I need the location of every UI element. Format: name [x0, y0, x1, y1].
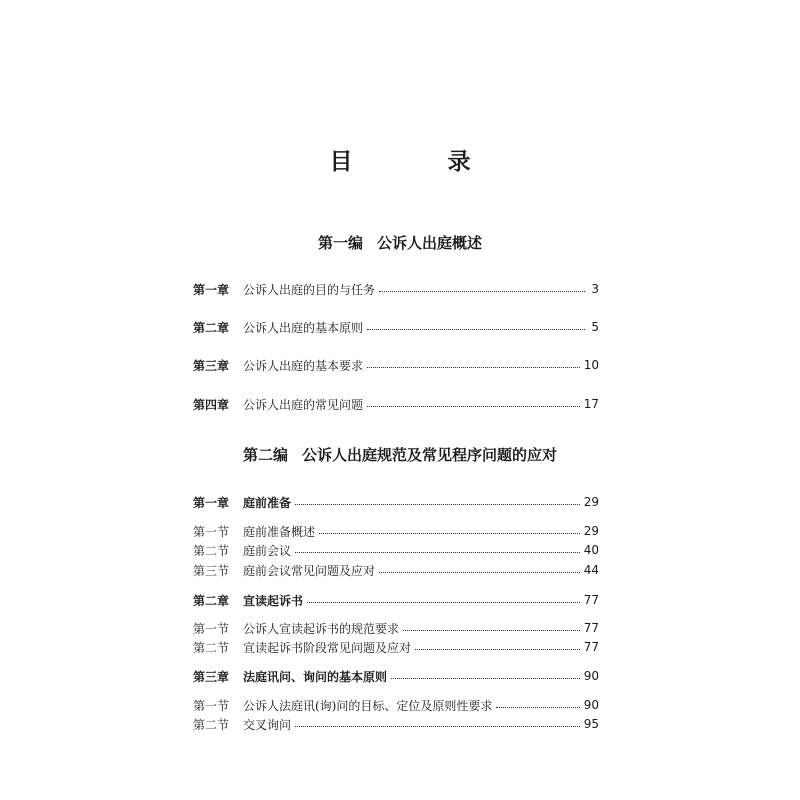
- dot-leader: [319, 533, 580, 534]
- section-number: 第一节: [193, 698, 230, 713]
- page-number: 5: [591, 320, 599, 334]
- section-number: 第三节: [193, 563, 230, 578]
- page-number: 17: [583, 397, 599, 411]
- toc-entry-section[interactable]: [193, 619, 599, 637]
- dot-leader: [367, 406, 580, 407]
- part-number: 第一编: [317, 234, 363, 252]
- toc-entry-section[interactable]: [193, 715, 599, 733]
- section-title: 庭前准备概述: [243, 524, 316, 539]
- dot-leader: [415, 649, 580, 650]
- chapter-number: 第四章: [193, 397, 230, 412]
- dot-leader: [367, 329, 585, 330]
- section-title: 宣读起诉书阶段常见问题及应对: [243, 640, 412, 655]
- part-heading-2: [0, 444, 800, 465]
- chapter-number: 第二章: [193, 320, 230, 335]
- toc-entry-chapter[interactable]: [193, 280, 599, 298]
- toc-entry-section[interactable]: [193, 638, 599, 656]
- toc-entry-chapter[interactable]: [193, 591, 599, 609]
- page-number: 90: [583, 669, 599, 683]
- page-number: 3: [591, 282, 599, 296]
- chapter-number: 第三章: [193, 358, 230, 373]
- section-title: 庭前会议常见问题及应对: [243, 563, 376, 578]
- dot-leader: [295, 504, 580, 505]
- section-number: 第一节: [193, 621, 230, 636]
- dot-leader: [379, 572, 580, 573]
- chapter-title: 公诉人出庭的目的与任务: [243, 282, 376, 297]
- page-number: 77: [583, 621, 599, 635]
- toc-entry-section[interactable]: [193, 522, 599, 540]
- chapter-title: 公诉人出庭的常见问题: [243, 397, 364, 412]
- dot-leader: [496, 707, 579, 708]
- toc-entry-chapter[interactable]: [193, 318, 599, 336]
- dot-leader: [295, 552, 580, 553]
- page-number: 40: [583, 543, 599, 557]
- section-number: 第二节: [193, 717, 230, 732]
- part-number: 第二编: [242, 446, 288, 464]
- chapter-number: 第一章: [193, 282, 230, 297]
- chapter-number: 第一章: [193, 495, 230, 510]
- page-number: 29: [583, 495, 599, 509]
- dot-leader: [379, 291, 585, 292]
- toc-entry-section[interactable]: [193, 541, 599, 559]
- page-number: 29: [583, 524, 599, 538]
- toc-entry-section[interactable]: [193, 561, 599, 579]
- toc-entry-section[interactable]: [193, 696, 599, 714]
- page-number: 90: [583, 698, 599, 712]
- toc-entry-chapter[interactable]: [193, 667, 599, 685]
- chapter-title: 庭前准备: [243, 495, 292, 510]
- chapter-number: 第三章: [193, 669, 230, 684]
- chapter-number: 第二章: [193, 593, 230, 608]
- page-number: 77: [583, 593, 599, 607]
- dot-leader: [307, 602, 580, 603]
- part-name: 公诉人出庭规范及常见程序问题的应对: [302, 446, 558, 464]
- page-number: 77: [583, 640, 599, 654]
- section-number: 第一节: [193, 524, 230, 539]
- dot-leader: [295, 726, 580, 727]
- page-number: 44: [583, 563, 599, 577]
- section-number: 第二节: [193, 640, 230, 655]
- dot-leader: [391, 678, 580, 679]
- chapter-title: 公诉人出庭的基本原则: [243, 320, 364, 335]
- section-title: 公诉人宣读起诉书的规范要求: [243, 621, 400, 636]
- section-number: 第二节: [193, 543, 230, 558]
- part-heading-1: [0, 232, 800, 253]
- toc-entry-chapter[interactable]: [193, 395, 599, 413]
- section-title: 公诉人法庭讯(询)问的目标、定位及原则性要求: [243, 698, 493, 713]
- toc-entry-chapter[interactable]: [193, 356, 599, 374]
- section-title: 庭前会议: [243, 543, 292, 558]
- page-number: 95: [583, 717, 599, 731]
- chapter-title: 公诉人出庭的基本要求: [243, 358, 364, 373]
- dot-leader: [367, 367, 580, 368]
- page-number: 10: [583, 358, 599, 372]
- chapter-title: 法庭讯问、询问的基本原则: [243, 669, 388, 684]
- section-title: 交叉询问: [243, 717, 292, 732]
- part-name: 公诉人出庭概述: [377, 234, 483, 252]
- page-title: 目 录: [329, 148, 507, 175]
- toc-entry-chapter[interactable]: [193, 493, 599, 511]
- dot-leader: [403, 630, 580, 631]
- chapter-title: 宣读起诉书: [243, 593, 304, 608]
